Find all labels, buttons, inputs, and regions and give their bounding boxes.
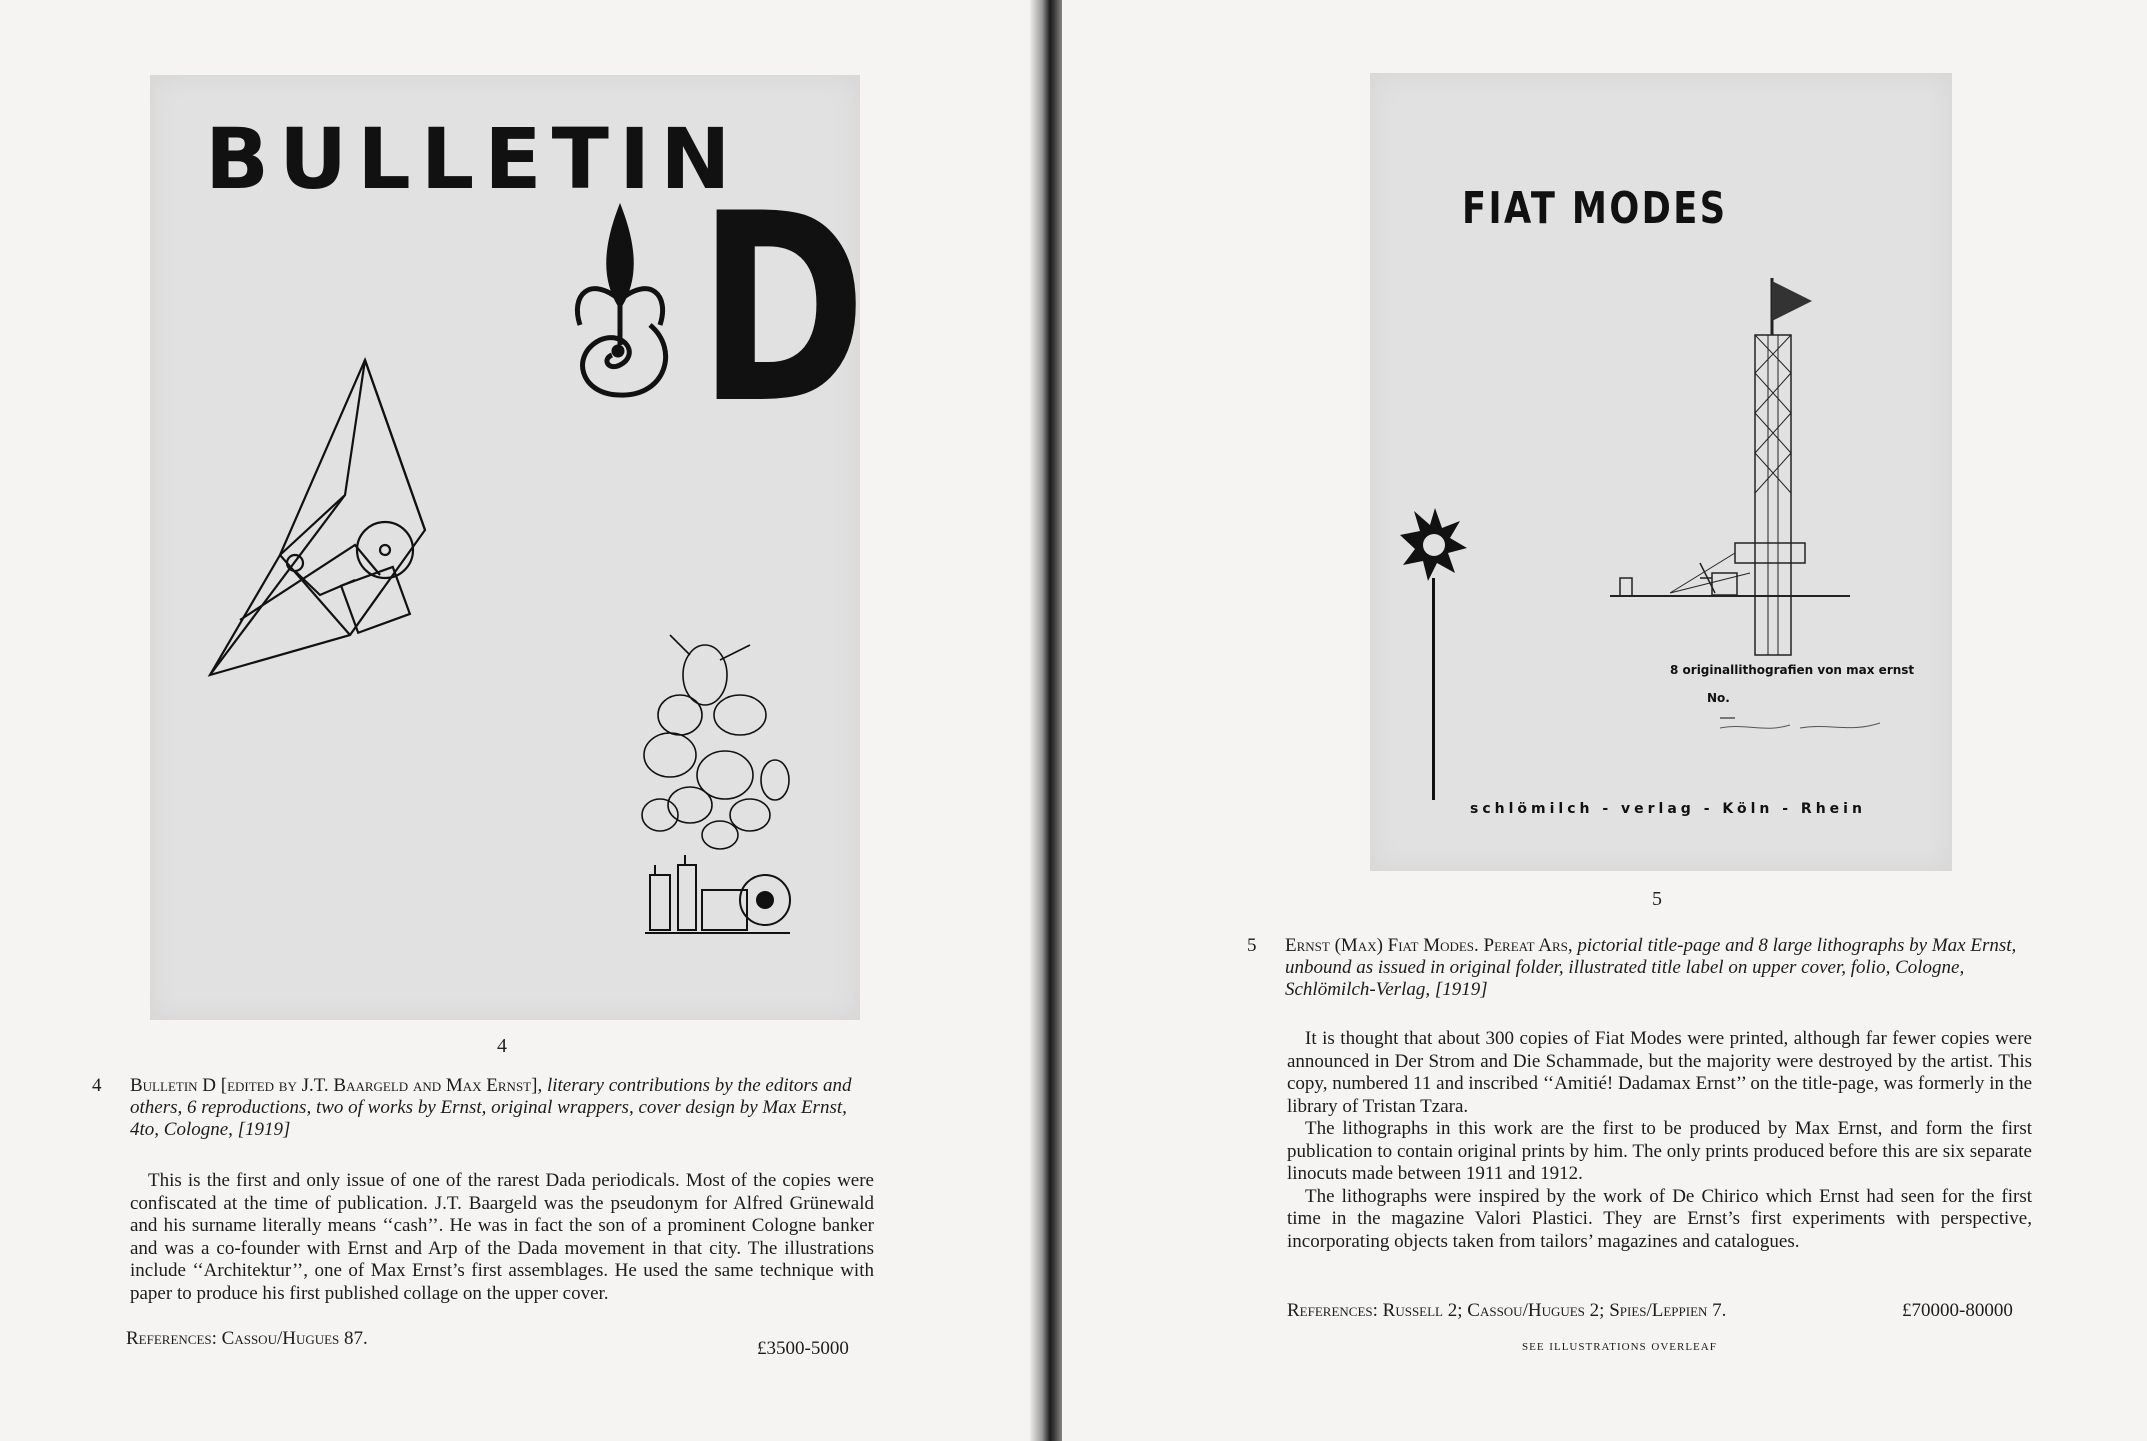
glider-cyclist-drawing xyxy=(210,360,425,675)
lot-4-references: References: Cassou/Hugues 87. xyxy=(126,1328,368,1349)
plate-number-4: 4 xyxy=(497,1035,507,1057)
bulletin-cover-illustrations xyxy=(150,75,860,1020)
lot-5-references: References: Russell 2; Cassou/Hugues 2; Spies/Leppien 7. xyxy=(1287,1300,1727,1321)
lot-title: Bulletin D xyxy=(130,1075,217,1096)
lot-5-description xyxy=(1287,1028,2032,1253)
machine-engine-drawing xyxy=(645,855,790,933)
fiat-modes-title: FIAT MODES xyxy=(1462,183,1728,234)
fiat-modes-title-plate xyxy=(1370,73,1952,871)
lot-4-heading xyxy=(92,1075,878,1141)
fiat-modes-subtitle: 8 originallithografien von max ernst xyxy=(1670,663,1915,677)
lot-editors: [edited by J.T. Baargeld and Max Ernst], xyxy=(220,1075,543,1096)
assemblage-figures-drawing xyxy=(642,635,789,849)
inscription-scribble xyxy=(1720,725,1790,728)
lot-4-body: This is the first and only issue of one of the rarest Dada periodicals. Most of the copies were confiscated at the time of publication. J.T. Baargeld was the pseudonym for Alfred Grünewald and his surname literally means ‘‘cash’’. He was in fact the son of a prominent Cologne banker and was a co-founder with Ernst and Arp of the Dada movement in that city. The illustrations include ‘‘Architektur’’, one of Max Ernst’s first assemblages. He used the same technique with paper to produce his first published collage on the upper cover. xyxy=(130,1170,874,1304)
lot-details: pictorial title-page and 8 large lithographs by Max Ernst, unbound as issued in original folder, illustrated title label on upper cover, folio, Cologne, Schlömilch-Verlag, [1919] xyxy=(1285,935,2017,1000)
lot-5-heading xyxy=(1247,935,2033,1001)
bulletin-d-cover-plate xyxy=(150,75,867,1020)
star-icon xyxy=(1400,508,1467,800)
fiat-modes-publisher: schlömilch - verlag - Köln - Rhein xyxy=(1470,801,1866,817)
fiat-modes-number-label: No. xyxy=(1707,691,1730,705)
lot-5-paragraph-2: The lithographs in this work are the first to be produced by Max Ernst, and form the first publication to contain original prints by him. The only prints produced before this are six separate linocuts made between 1911 and 1912. xyxy=(1287,1118,2032,1184)
lot-number: 4 xyxy=(92,1075,102,1096)
bulletin-cover-big-letter: D xyxy=(698,159,867,461)
lot-number: 5 xyxy=(1247,935,1257,956)
lot-5-paragraph-1: It is thought that about 300 copies of Fiat Modes were printed, although far fewer copies were announced in Der Strom and Die Schammade, but the majority were destroyed by the artist. This copy, numbered 11 and inscribed ‘‘Amitié! Dadamax Ernst’’ on the title-page, was formerly in the library of Tristan Tzara. xyxy=(1287,1028,2032,1117)
tower-flag-drawing xyxy=(1610,278,1850,655)
plate-number-5: 5 xyxy=(1652,888,1662,910)
fleur-spiral-icon xyxy=(577,210,665,395)
left-page xyxy=(0,0,1040,1441)
bulletin-cover-title: BULLETIN xyxy=(205,110,741,208)
fiat-modes-illustrations xyxy=(1370,73,1952,871)
lot-5-price: £70000-80000 xyxy=(1902,1300,2013,1321)
lot-4-price: £3500-5000 xyxy=(757,1338,849,1359)
see-illustrations-overleaf: see illustrations overleaf xyxy=(1522,1338,1717,1354)
lot-5-paragraph-3: The lithographs were inspired by the work of De Chirico which Ernst had seen for the first time in the magazine Valori Plastici. They are Ernst’s first experiments with perspective, incorporating objects taken from tailors’ magazines and catalogues. xyxy=(1287,1185,2032,1252)
lot-4-description xyxy=(130,1170,874,1305)
lot-title: Ernst (Max) Fiat Modes. Pereat Ars, xyxy=(1285,935,1573,956)
lot-details: literary contributions by the editors and others, 6 reproductions, two of works by Ernst, original wrappers, cover design by Max Ernst, 4to, Cologne, [1919] xyxy=(130,1075,852,1140)
